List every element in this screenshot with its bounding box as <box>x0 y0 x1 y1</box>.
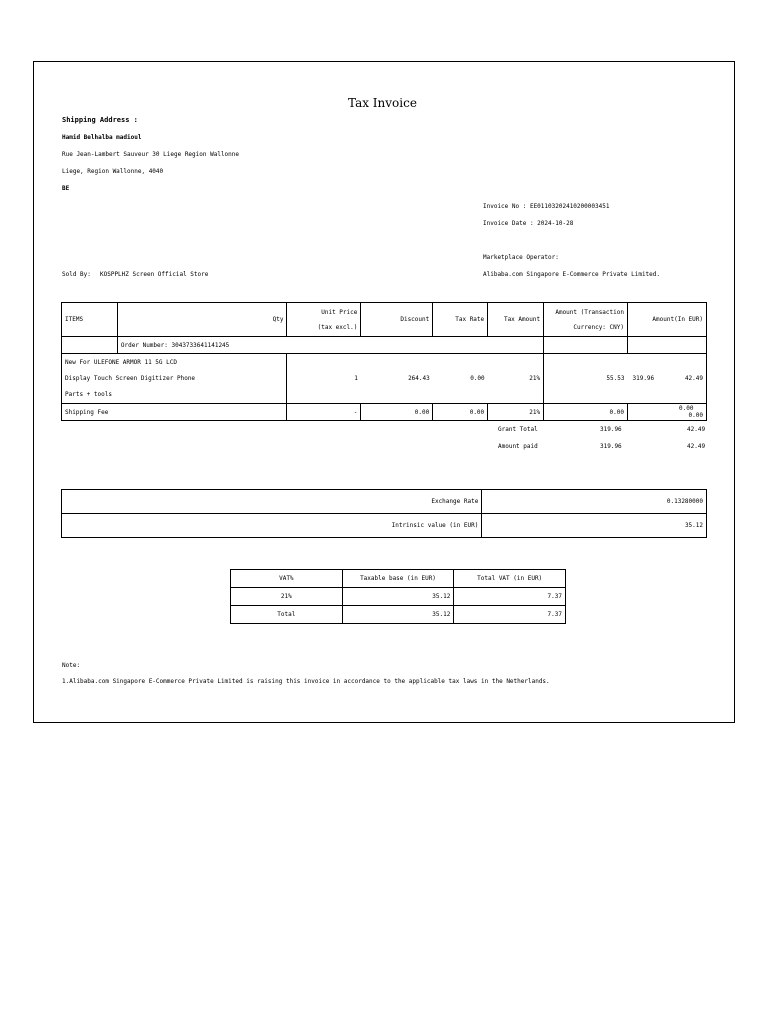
order-number-row <box>62 337 707 354</box>
header-discount: Discount <box>361 303 433 337</box>
shipping-fee-discount: 0.00 <box>433 404 488 421</box>
order-number: Order Number: 3043733641141245 <box>117 337 543 354</box>
shipping-fee-qty: - <box>287 404 361 421</box>
vat-header-rate: VAT% <box>231 570 343 588</box>
exchange-rate-value: 0.13280000 <box>482 490 707 514</box>
header-unit-price <box>287 303 361 337</box>
header-tax-rate: Tax Rate <box>433 303 488 337</box>
product-amount-eur: 42.49 <box>684 375 703 382</box>
items-header-row <box>62 303 707 337</box>
vat-header-base: Taxable base (in EUR) <box>342 570 454 588</box>
vat-header-total: Total VAT (in EUR) <box>454 570 566 588</box>
shipping-name: Hamid Belhalba madioul <box>62 134 142 141</box>
vat-total-total: 7.37 <box>454 606 566 624</box>
product-amount-eur-pair <box>627 354 706 404</box>
vat-row <box>231 588 566 606</box>
table-row <box>62 404 707 421</box>
note-label: Note: <box>62 662 81 669</box>
vat-total-row <box>231 606 566 624</box>
product-tax-rate: 21% <box>488 354 544 404</box>
order-empty-cny <box>544 337 628 354</box>
header-amount-eur: Amount(In EUR) <box>627 303 706 337</box>
shipping-line2: Liege, Region Wallonne, 4040 <box>62 168 164 175</box>
product-unit-price: 264.43 <box>361 354 433 404</box>
exchange-rate-label: Exchange Rate <box>62 490 482 514</box>
shipping-fee-amount-cny: 0.00 <box>678 405 694 412</box>
amount-paid-label: Amount paid <box>498 443 538 450</box>
header-amount-cny-line2: Currency: CNY) <box>573 323 624 331</box>
items-table <box>61 302 707 421</box>
vat-header-row <box>231 570 566 588</box>
marketplace-operator: Alibaba.com Singapore E-Commerce Private Limited. <box>483 271 661 278</box>
grand-total-label: Grant Total <box>498 426 538 433</box>
product-line1: New For ULEFONE ARMOR 11 5G LCD <box>65 358 177 366</box>
intrinsic-value-row <box>62 514 707 538</box>
shipping-fee-label: Shipping Fee <box>62 404 287 421</box>
vat-total-label: Total <box>231 606 343 624</box>
product-tax-amount: 55.53 <box>544 354 628 404</box>
exchange-table <box>61 489 707 538</box>
sold-by-label: Sold By: <box>62 271 91 278</box>
header-unit-price-line1: Unit Price <box>321 308 358 316</box>
intrinsic-value: 35.12 <box>482 514 707 538</box>
order-empty-eur <box>627 337 706 354</box>
vat-table <box>230 569 566 624</box>
shipping-fee-unit-price: 0.00 <box>361 404 433 421</box>
order-empty-cell <box>62 337 118 354</box>
shipping-fee-tax-amount: 0.00 <box>544 404 628 421</box>
product-qty: 1 <box>287 354 361 404</box>
seller-name: KOSPPLHZ Screen Official Store <box>100 271 209 278</box>
table-row <box>62 354 707 404</box>
note-text: 1.Alibaba.com Singapore E-Commerce Private Limited is raising this invoice in accordance to the applicable tax laws in the Netherlands. <box>62 678 550 685</box>
shipping-fee-amount-eur: 0.00 <box>688 412 703 419</box>
header-qty: Qty <box>117 303 287 337</box>
shipping-address-label: Shipping Address : <box>62 116 138 124</box>
header-amount-cny-line1: Amount (Transaction <box>555 308 624 316</box>
shipping-fee-tax-rate: 21% <box>488 404 544 421</box>
vat-total-base: 35.12 <box>342 606 454 624</box>
amount-paid-eur: 42.49 <box>687 443 706 450</box>
marketplace-operator-label: Marketplace Operator: <box>483 254 559 261</box>
vat-row-base: 35.12 <box>342 588 454 606</box>
invoice-date: Invoice Date : 2024-10-28 <box>483 220 574 227</box>
product-line2: Display Touch Screen Digitizer Phone <box>65 374 196 382</box>
product-discount: 0.00 <box>433 354 488 404</box>
intrinsic-value-label: Intrinsic value (in EUR) <box>62 514 482 538</box>
grand-total-cny: 319.96 <box>600 426 622 433</box>
vat-row-rate: 21% <box>231 588 343 606</box>
shipping-country: BE <box>62 185 70 192</box>
header-items: ITEMS <box>62 303 118 337</box>
amount-paid-cny: 319.96 <box>600 443 622 450</box>
vat-row-total: 7.37 <box>454 588 566 606</box>
header-tax-amount: Tax Amount <box>488 303 544 337</box>
page-title: Tax Invoice <box>348 96 417 110</box>
invoice-number: Invoice No : EE01103202410200003451 <box>483 203 610 210</box>
shipping-fee-amounts <box>627 404 706 421</box>
exchange-rate-row <box>62 490 707 514</box>
product-line3: Parts + tools <box>65 390 112 398</box>
grand-total-eur: 42.49 <box>687 426 706 433</box>
product-amount-cny: 319.96 <box>632 375 655 382</box>
shipping-line1: Rue Jean-Lambert Sauveur 30 Liege Region Wallonne <box>62 151 240 158</box>
product-description <box>62 354 287 404</box>
header-unit-price-line2: (tax excl.) <box>317 323 358 331</box>
header-amount-cny <box>544 303 628 337</box>
